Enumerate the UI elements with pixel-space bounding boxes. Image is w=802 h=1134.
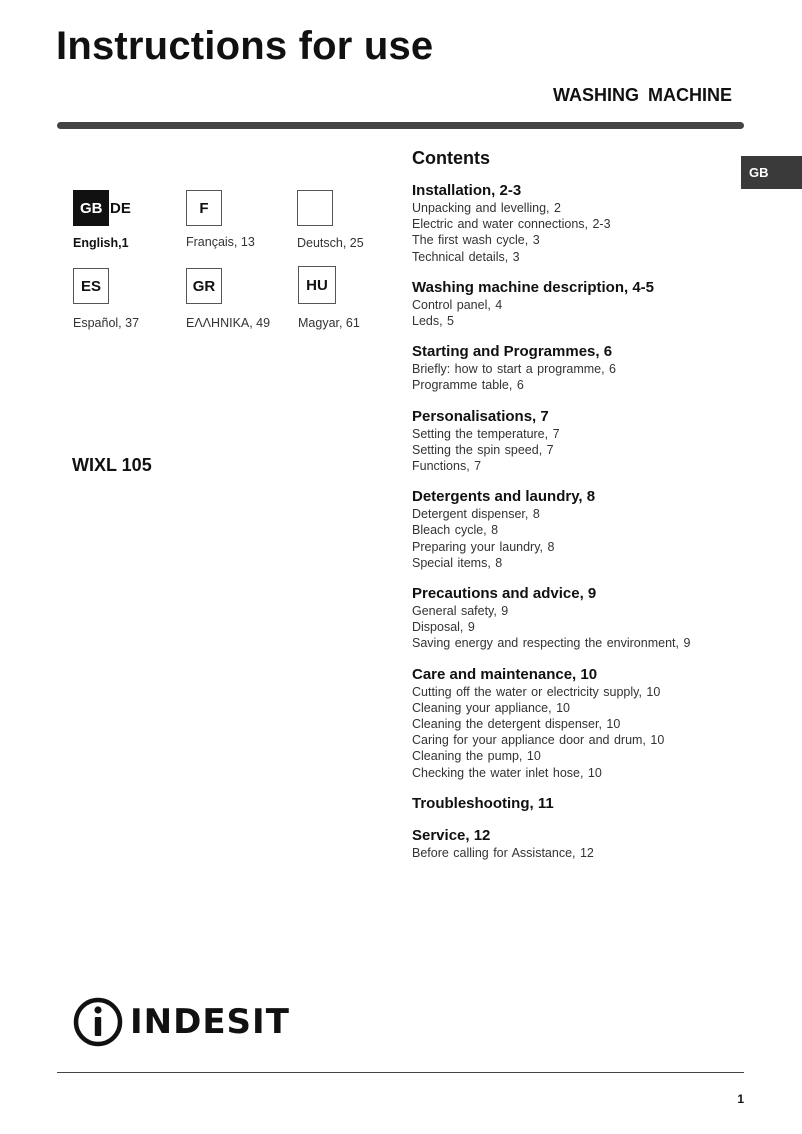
toc-heading[interactable]: Service, 12 — [412, 826, 491, 844]
language-code: GR — [192, 277, 216, 295]
toc-item[interactable]: Saving energy and respecting the environment, 9 — [412, 636, 691, 651]
contents-title: Contents — [412, 148, 490, 168]
product-type: WASHING MACHINE — [553, 85, 732, 105]
language-box-de[interactable] — [297, 190, 333, 226]
toc-item[interactable]: Special items, 8 — [412, 555, 503, 570]
toc-section — [412, 666, 742, 781]
indesit-i-icon — [72, 996, 124, 1048]
toc-item[interactable]: Leds, 5 — [412, 314, 455, 329]
brand-name: INDESIT — [130, 1002, 290, 1042]
toc-section — [412, 795, 742, 813]
page-title: Instructions for use — [56, 24, 434, 68]
toc-item[interactable]: Electric and water connections, 2-3 — [412, 217, 611, 232]
toc-heading[interactable]: Care and maintenance, 10 — [412, 665, 598, 683]
toc-heading[interactable]: Personalisations, 7 — [412, 407, 549, 425]
toc-section — [412, 408, 742, 475]
toc-item[interactable]: The first wash cycle, 3 — [412, 233, 540, 248]
language-box-gb[interactable] — [73, 190, 131, 226]
toc-item[interactable]: Technical details, 3 — [412, 249, 520, 264]
toc-section — [412, 279, 742, 329]
table-of-contents — [412, 182, 742, 875]
language-box-es[interactable] — [73, 268, 109, 304]
toc-section — [412, 488, 742, 571]
toc-heading[interactable]: Washing machine description, 4-5 — [412, 278, 654, 296]
toc-item[interactable]: Cutting off the water or electricity supply, 10 — [412, 684, 661, 699]
toc-item[interactable]: Bleach cycle, 8 — [412, 523, 499, 538]
language-code-overlap: DE — [110, 199, 131, 217]
toc-section — [412, 827, 742, 861]
language-code: GB — [80, 199, 103, 217]
toc-item[interactable]: Setting the temperature, 7 — [412, 426, 560, 441]
language-label-espanol[interactable]: Español, 37 — [73, 316, 140, 330]
page-number: 1 — [737, 1092, 744, 1106]
toc-section — [412, 585, 742, 652]
language-label-greek[interactable]: ΕΛΛΗΝΙΚΑ, 49 — [186, 316, 271, 330]
footer-divider — [57, 1072, 744, 1073]
toc-item[interactable]: Cleaning the detergent dispenser, 10 — [412, 717, 621, 732]
toc-item[interactable]: Disposal, 9 — [412, 620, 475, 635]
toc-item[interactable]: Cleaning your appliance, 10 — [412, 700, 570, 715]
language-box-gr[interactable] — [186, 268, 222, 304]
language-code: HU — [306, 276, 328, 294]
toc-item[interactable]: Checking the water inlet hose, 10 — [412, 765, 602, 780]
toc-item[interactable]: General safety, 9 — [412, 604, 509, 619]
toc-item[interactable]: Cleaning the pump, 10 — [412, 749, 541, 764]
header-divider — [57, 122, 744, 129]
toc-item[interactable]: Functions, 7 — [412, 459, 482, 474]
toc-heading[interactable]: Precautions and advice, 9 — [412, 585, 597, 603]
language-code: ES — [80, 277, 101, 295]
language-box-f[interactable] — [186, 190, 222, 226]
language-code: F — [199, 199, 209, 217]
toc-section — [412, 343, 742, 393]
toc-item[interactable]: Control panel, 4 — [412, 297, 503, 312]
toc-item[interactable]: Before calling for Assistance, 12 — [412, 845, 594, 860]
toc-item[interactable]: Programme table, 6 — [412, 378, 524, 393]
language-label-english[interactable]: English,1 — [73, 236, 129, 250]
toc-heading[interactable]: Installation, 2-3 — [412, 182, 522, 199]
model-number: WIXL 105 — [72, 455, 152, 475]
toc-item[interactable]: Unpacking and levelling, 2 — [412, 201, 561, 215]
toc-item[interactable]: Detergent dispenser, 8 — [412, 507, 540, 522]
toc-item[interactable]: Preparing your laundry, 8 — [412, 539, 555, 554]
toc-heading[interactable]: Starting and Programmes, 6 — [412, 343, 613, 361]
toc-section — [412, 182, 742, 265]
toc-heading[interactable]: Troubleshooting, 11 — [412, 794, 554, 812]
toc-item[interactable]: Setting the spin speed, 7 — [412, 442, 554, 457]
language-label-deutsch[interactable]: Deutsch, 25 — [297, 236, 364, 250]
brand-logo — [72, 996, 290, 1048]
language-side-tab[interactable]: GB — [741, 156, 802, 189]
language-label-francais[interactable]: Français, 13 — [186, 235, 255, 249]
language-label-magyar[interactable]: Magyar, 61 — [298, 316, 360, 330]
toc-heading[interactable]: Detergents and laundry, 8 — [412, 488, 596, 506]
language-box-hu[interactable] — [298, 266, 336, 304]
toc-item[interactable]: Briefly: how to start a programme, 6 — [412, 362, 616, 377]
toc-item[interactable]: Caring for your appliance door and drum, 10 — [412, 733, 665, 748]
